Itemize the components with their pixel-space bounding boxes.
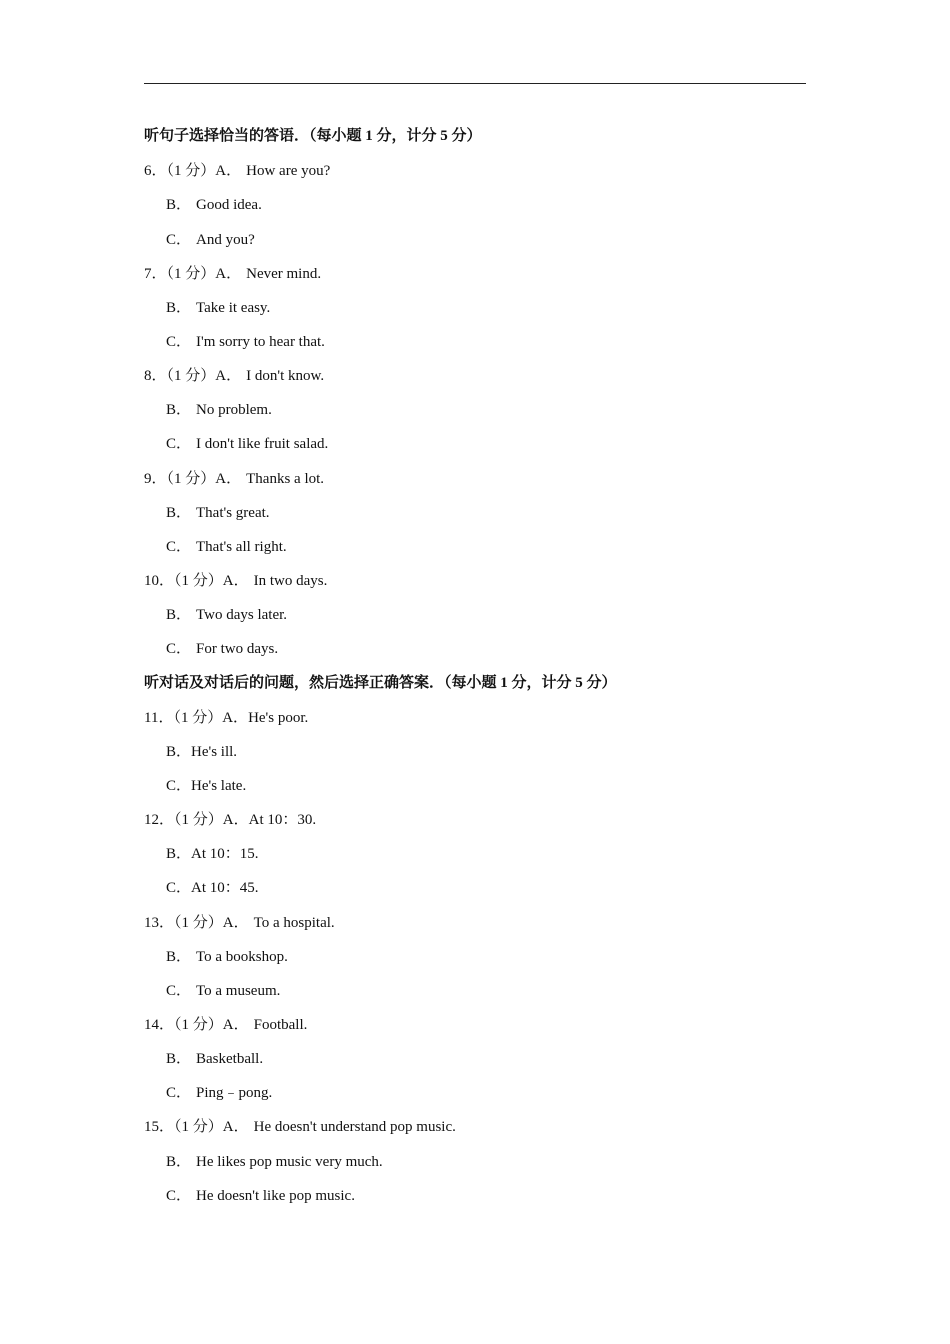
question-score: （1 分）	[166, 368, 216, 384]
question-score: （1 分）	[166, 266, 216, 282]
question-number: 10．	[144, 573, 175, 589]
option-b	[166, 1152, 383, 1172]
option-text: That's great.	[196, 505, 270, 521]
question-number: 14．	[144, 1017, 175, 1033]
question-number: 8．	[144, 368, 167, 384]
question-score: （1 分）	[173, 710, 223, 726]
option-b	[166, 503, 270, 523]
question-13	[144, 913, 335, 933]
option-c	[166, 776, 246, 796]
option-c	[166, 1083, 272, 1103]
option-b	[166, 195, 262, 215]
option-text: Take it easy.	[196, 300, 271, 316]
option-letter: B．	[166, 505, 192, 521]
option-letter: A．	[222, 812, 249, 828]
question-number: 13．	[144, 915, 175, 931]
option-b	[166, 298, 270, 318]
option-b	[166, 844, 259, 864]
option-letter: A．	[222, 1119, 249, 1135]
option-text: Ping﹣pong.	[196, 1085, 273, 1101]
option-text: At 10：45.	[191, 880, 259, 896]
option-text: In two days.	[253, 573, 328, 589]
option-text: He's poor.	[248, 710, 309, 726]
question-number: 7．	[144, 266, 167, 282]
option-letter: C．	[166, 1085, 192, 1101]
option-letter: B．	[166, 1154, 192, 1170]
header-rule	[144, 83, 806, 84]
option-c	[166, 878, 259, 898]
question-score: （1 分）	[166, 471, 216, 487]
option-letter: B．	[166, 846, 192, 862]
option-letter: A．	[215, 368, 242, 384]
option-letter: B．	[166, 197, 192, 213]
option-text: I'm sorry to hear that.	[196, 334, 325, 350]
option-b	[166, 1049, 263, 1069]
option-text: At 10：30.	[248, 812, 317, 828]
option-c	[166, 332, 325, 352]
option-text: Never mind.	[246, 266, 322, 282]
option-text: To a hospital.	[253, 915, 335, 931]
option-letter: B．	[166, 1051, 192, 1067]
option-letter: A．	[215, 266, 242, 282]
option-b	[166, 605, 287, 625]
option-letter: C．	[166, 641, 192, 657]
option-letter: C．	[166, 880, 192, 896]
option-text: Two days later.	[196, 607, 288, 623]
option-letter: B．	[166, 949, 192, 965]
option-text: Basketball.	[196, 1051, 264, 1067]
question-12	[144, 810, 316, 830]
option-letter: B．	[166, 402, 192, 418]
option-letter: A．	[222, 573, 249, 589]
option-letter: C．	[166, 334, 192, 350]
option-c	[166, 1186, 355, 1206]
question-7	[144, 264, 321, 284]
option-letter: C．	[166, 778, 192, 794]
question-14	[144, 1015, 307, 1035]
option-letter: C．	[166, 232, 192, 248]
question-number: 15．	[144, 1119, 175, 1135]
option-text: He doesn't understand pop music.	[253, 1119, 456, 1135]
section-heading: 听对话及对话后的问题，然后选择正确答案．（每小题 1 分，计分 5 分）	[144, 675, 617, 691]
option-letter: A．	[222, 1017, 249, 1033]
question-score: （1 分）	[174, 1017, 223, 1033]
option-text: Good idea.	[196, 197, 262, 213]
question-score: （1 分）	[174, 573, 223, 589]
question-10	[144, 571, 327, 591]
question-score: （1 分）	[174, 1119, 223, 1135]
option-text: To a bookshop.	[196, 949, 288, 965]
question-number: 6．	[144, 163, 167, 179]
option-text: At 10：15.	[191, 846, 259, 862]
option-letter: C．	[166, 539, 192, 555]
option-c	[166, 639, 278, 659]
question-number: 9．	[144, 471, 167, 487]
option-text: How are you?	[246, 163, 331, 179]
option-letter: C．	[166, 983, 192, 999]
question-score: （1 分）	[174, 812, 223, 828]
question-number: 11．	[144, 710, 174, 726]
question-11	[144, 708, 308, 728]
option-text: Thanks a lot.	[246, 471, 325, 487]
question-6	[144, 161, 330, 181]
question-score: （1 分）	[174, 915, 223, 931]
option-letter: A．	[215, 471, 242, 487]
option-text: I don't know.	[246, 368, 325, 384]
option-text: That's all right.	[196, 539, 287, 555]
option-b	[166, 742, 237, 762]
option-text: For two days.	[196, 641, 279, 657]
option-text: He's late.	[191, 778, 247, 794]
option-text: To a museum.	[196, 983, 281, 999]
option-letter: A．	[215, 163, 242, 179]
option-text: I don't like fruit salad.	[196, 436, 329, 452]
question-8	[144, 366, 324, 386]
option-c	[166, 537, 287, 557]
option-c	[166, 981, 280, 1001]
question-number: 12．	[144, 812, 175, 828]
option-c	[166, 434, 328, 454]
option-b	[166, 947, 288, 967]
option-letter: A．	[222, 710, 249, 726]
option-letter: C．	[166, 1188, 192, 1204]
option-text: He's ill.	[191, 744, 238, 760]
option-letter: B．	[166, 607, 192, 623]
option-text: He likes pop music very much.	[196, 1154, 383, 1170]
option-text: Football.	[253, 1017, 308, 1033]
option-letter: B．	[166, 744, 192, 760]
section-heading: 听句子选择恰当的答语．（每小题 1 分，计分 5 分）	[144, 128, 482, 144]
option-c	[166, 230, 255, 250]
option-letter: A．	[222, 915, 249, 931]
question-9	[144, 469, 324, 489]
question-score: （1 分）	[166, 163, 216, 179]
option-letter: B．	[166, 300, 192, 316]
option-text: No problem.	[196, 402, 272, 418]
option-text: He doesn't like pop music.	[196, 1188, 355, 1204]
option-text: And you?	[196, 232, 255, 248]
option-b	[166, 400, 272, 420]
question-15	[144, 1117, 456, 1137]
option-letter: C．	[166, 436, 192, 452]
